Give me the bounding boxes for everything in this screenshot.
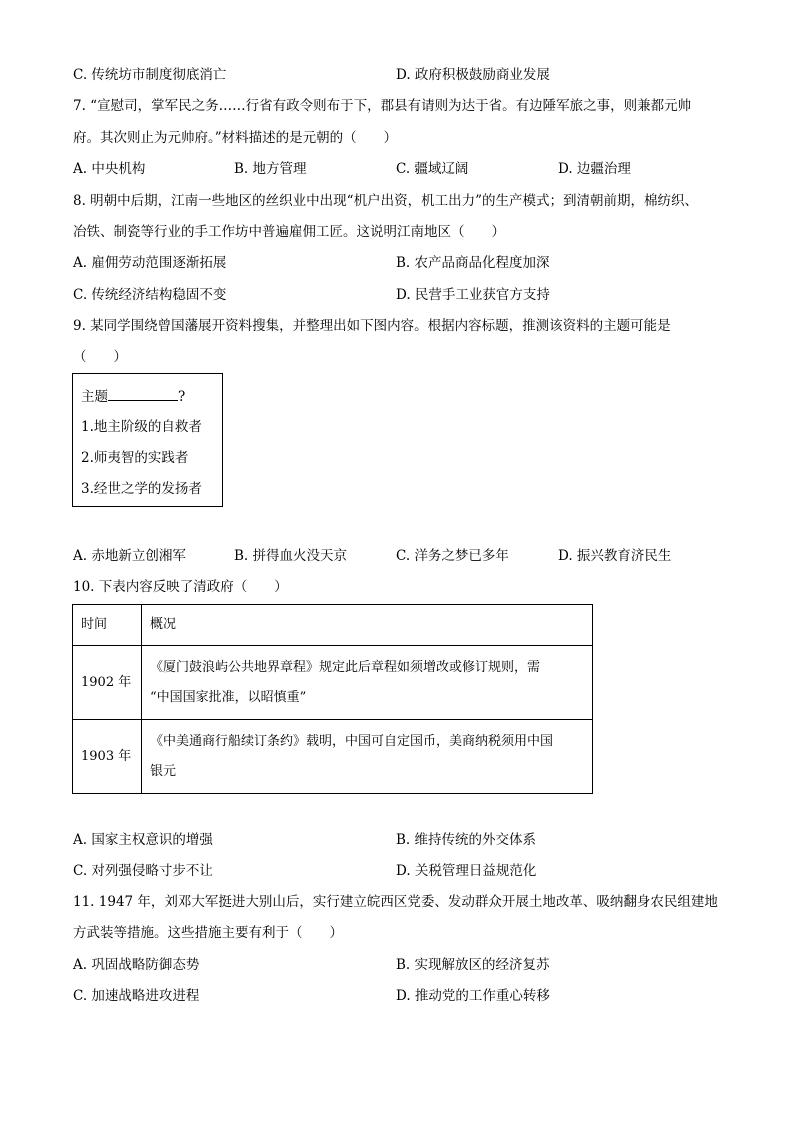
q11-option-c: C. 加速战略进攻进程 <box>73 988 200 1004</box>
q7-option-a: A. 中央机构 <box>73 161 146 177</box>
q10-row2-text <box>142 720 593 794</box>
q11-option-a: A. 巩固战略防御态势 <box>73 957 200 973</box>
q8-stem-line1: 8. 明朝中后期，江南一些地区的丝织业中出现“机户出资，机工出力”的生产模式；到清朝前期，棉纺织、 <box>73 193 698 209</box>
q9-stem-line2: （ ） <box>73 349 127 365</box>
q10-row1-text <box>142 646 593 720</box>
q9-option-a: A. 赤地新立创湘军 <box>73 548 186 564</box>
q9-blank-line <box>108 386 178 401</box>
q11-option-b: B. 实现解放区的经济复苏 <box>396 957 550 973</box>
q10-option-c: C. 对列强侵略寸步不让 <box>73 863 213 879</box>
q10-row1-text-line2: “中国国家批准，以昭慎重” <box>150 689 307 705</box>
q9-box-item-2: 2.师夷智的实践者 <box>81 450 189 466</box>
q10-table-header-row <box>73 605 593 646</box>
q10-row1-text-line1: 《厦门鼓浪屿公共地界章程》规定此后章程如须增改或修订规则，需 <box>150 659 541 675</box>
table-row <box>73 720 593 794</box>
q8-option-a: A. 雇佣劳动范围逐渐拓展 <box>73 255 227 271</box>
q10-header-time: 时间 <box>73 605 142 646</box>
table-row <box>73 646 593 720</box>
q9-box-title-suffix: ? <box>178 389 186 405</box>
q7-option-b: B. 地方管理 <box>234 161 307 177</box>
q6-option-c: C. 传统坊市制度彻底消亡 <box>73 67 227 83</box>
q11-option-d: D. 推动党的工作重心转移 <box>396 988 550 1004</box>
q11-stem-line2: 方武装等措施。这些措施主要有利于（ ） <box>73 925 343 941</box>
q10-header-summary: 概况 <box>142 605 593 646</box>
q7-stem-line2: 府。其次则止为元帅府。”材料描述的是元朝的（ ） <box>73 130 398 146</box>
q9-box-item-1: 1.地主阶级的自救者 <box>81 419 202 435</box>
q9-topic-box <box>72 373 223 507</box>
q9-option-c: C. 洋务之梦已多年 <box>396 548 509 564</box>
q10-option-d: D. 关税管理日益规范化 <box>396 863 537 879</box>
q10-table <box>72 604 593 794</box>
q9-option-b: B. 拼得血火没天京 <box>234 548 348 564</box>
q10-stem: 10. 下表内容反映了清政府（ ） <box>73 579 288 595</box>
q10-option-a: A. 国家主权意识的增强 <box>73 832 213 848</box>
q9-box-title <box>81 386 185 407</box>
q7-option-d: D. 边疆治理 <box>558 161 631 177</box>
q10-option-b: B. 维持传统的外交体系 <box>396 832 537 848</box>
q11-stem-line1: 11. 1947 年，刘邓大军挺进大别山后，实行建立皖西区党委、发动群众开展土地改革、吸纳翻身农民组建地 <box>73 894 718 910</box>
q7-stem-line1: 7. “宣慰司，掌军民之务……行省有政令则布于下，郡县有请则为达于省。有边陲军旅之事，则兼都元帅 <box>73 98 692 114</box>
q8-option-b: B. 农产品商品化程度加深 <box>396 255 550 271</box>
q10-row2-text-line1: 《中美通商行船续订条约》载明，中国可自定国币，美商纳税须用中国 <box>150 733 554 749</box>
q9-box-title-prefix: 主题 <box>81 389 108 405</box>
q6-option-d: D. 政府积极鼓励商业发展 <box>396 67 550 83</box>
q9-option-d: D. 振兴教育济民生 <box>558 548 672 564</box>
q9-stem-line1: 9. 某同学围绕曾国藩展开资料搜集，并整理出如下图内容。根据内容标题，推测该资料的主题可能是 <box>73 318 671 334</box>
q8-option-c: C. 传统经济结构稳固不变 <box>73 287 227 303</box>
q9-box-item-3: 3.经世之学的发扬者 <box>81 481 202 497</box>
q10-row1-year: 1902 年 <box>73 646 142 720</box>
q8-stem-line2: 冶铁、制瓷等行业的手工作坊中普遍雇佣工匠。这说明江南地区（ ） <box>73 224 505 240</box>
q10-row2-year: 1903 年 <box>73 720 142 794</box>
q10-row2-text-line2: 银元 <box>150 763 177 779</box>
q7-option-c: C. 疆域辽阔 <box>396 161 469 177</box>
q8-option-d: D. 民营手工业获官方支持 <box>396 287 550 303</box>
